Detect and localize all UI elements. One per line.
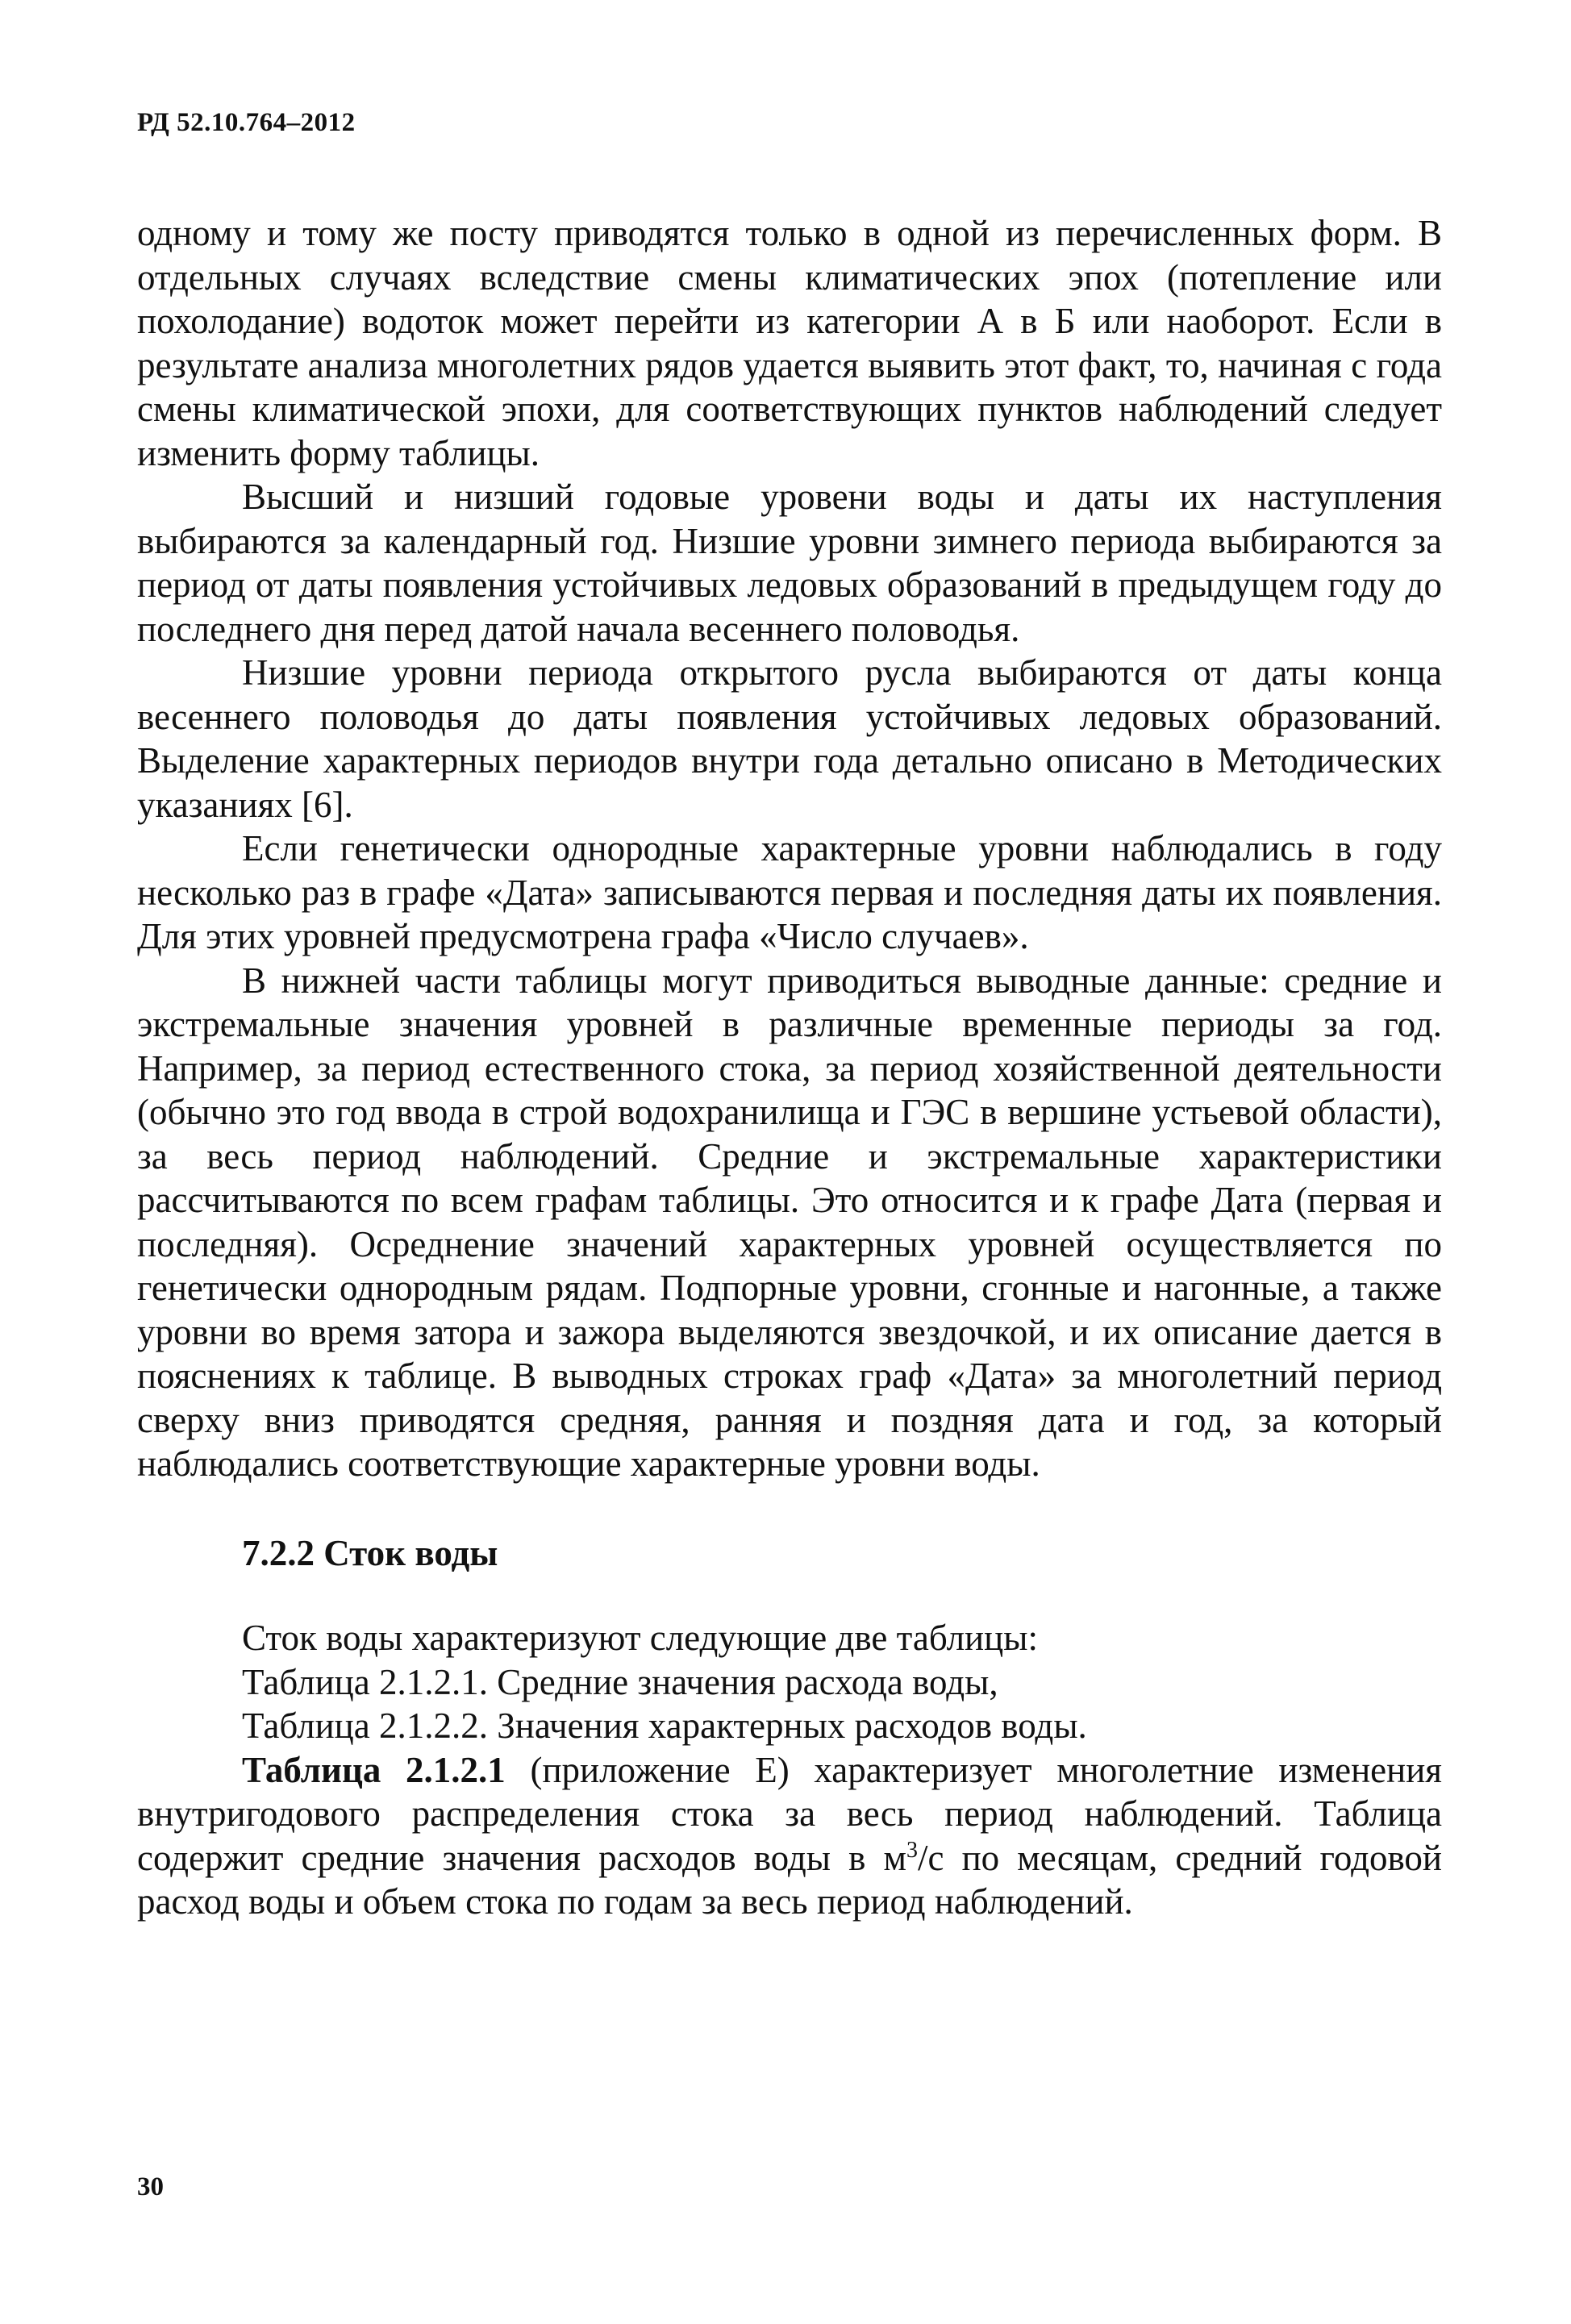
- paragraph-continuation: одному и тому же посту приводятся только в одной из перечисленных форм. В отдельных случаях вследствие смены климатических эпох (потепление или похолодание) водоток может перейти из категории А в Б или наоборот. Если в результате анализа многолетних рядов удается выявить этот факт, то, начиная с года смены климатической эпохи, для соответствующих пунктов наблюдений следует изменить форму таблицы.: [137, 213, 1442, 473]
- superscript-cubic: 3: [906, 1837, 918, 1863]
- table-name-bold: Таблица 2.1.2.1: [242, 1749, 506, 1790]
- page-number: 30: [137, 2172, 164, 2201]
- paragraph-table-description: [137, 1748, 1442, 1924]
- paragraph-summary-data: В нижней части таблицы могут приводиться выводные данные: средние и экстремальные значения уровней в различные временные периоды за год. Например, за период естественного стока, за период хозяйственной деятельности (обычно это год ввода в строй водохранилища и ГЭС в вершине устьевой области), за весь период наблюдений. Средние и экстремальные характеристики рассчитываются по всем графам таблицы. Это относится и к графе Дата (первая и последняя). Осреднение значений характерных уровней осуществляется по генетически однородным рядам. Подпорные уровни, сгонные и нагонные, а также уровни во время затора и зажора выделяются звездочкой, и их описание дается в пояснениях к таблице. В выводных строках граф «Дата» за многолетний период сверху вниз приводятся средняя, ранняя и поздняя дата и год, за который наблюдались соответствующие характерные уровни воды.: [137, 960, 1442, 1484]
- table-reference-2: Таблица 2.1.2.2. Значения характерных расходов воды.: [242, 1706, 1087, 1746]
- paragraph-open-channel-levels: Низшие уровни периода открытого русла выбираются от даты конца весеннего половодья до даты появления устойчивых ледовых образований. Выделение характерных периодов внутри года детально описано в Методических указаниях [6].: [137, 652, 1442, 825]
- document-code-header: РД 52.10.764–2012: [137, 108, 356, 137]
- table-description-text: (приложение Е) характеризует многолетние изменения внутригодового распределения стока за весь период наблюдений. Таблица содержит средние значения расходов воды в м: [137, 1749, 1442, 1878]
- paragraph-annual-levels: Высший и низший годовые уровени воды и даты их наступления выбираются за календарный год. Низшие уровни зимнего периода выбираются за период от даты появления устойчивых ледовых образований в предыдущем году до последнего дня перед датой начала весеннего половодья.: [137, 477, 1442, 649]
- table-description-text-end: /с по месяцам, средний годовой расход воды и объем стока по годам за весь период наблюдений.: [137, 1837, 1442, 1922]
- table-reference-1: Таблица 2.1.2.1. Средние значения расхода воды,: [242, 1661, 998, 1702]
- paragraph-repeated-levels: Если генетически однородные характерные уровни наблюдались в году несколько раз в графе «Дата» записываются первая и последняя даты их появления. Для этих уровней предусмотрена графа «Число случаев».: [137, 828, 1442, 956]
- section-intro: Сток воды характеризуют следующие две таблицы:: [242, 1618, 1038, 1658]
- section-title: 7.2.2 Сток воды: [242, 1532, 498, 1573]
- body-text: [137, 211, 1442, 1924]
